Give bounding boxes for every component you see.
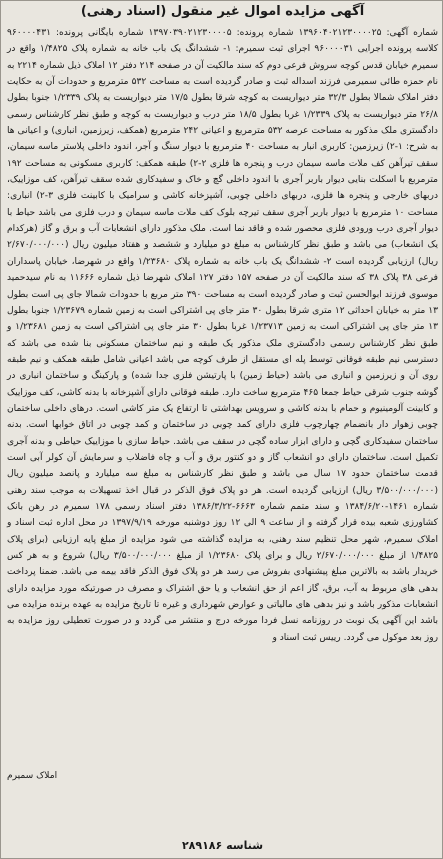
notice-body: شماره آگهی: ۱۳۹۶۰۴۰۲۱۲۳۰۰۰۰۲۵ شماره پرونده: ۱۳۹۷۰۳۹۰۲۱۲۳۰۰۰۰۵ شماره بایگانی پرونده: ۹۶۰۰۰۰۴۳۱ کلاسه پرونده اجرایی ۹۶۰۰۰۰۳۱ اجرای ثبت سمیرم: ۱- ششدانگ یک باب خانه به شماره پلاک ۱/۴۸۲۵ واقع در سمیرم خیابان قدس کوچه سروش فرعی دوم که سند مالکیت آن در صفحه ۲۱۴ دفتر ۱۲ املاک ذیل شماره ۲۲۱۴ به نام حمزه طائی سمیرمی فرزند اسداله ثبت و صادر گردیده است به مساحت ۵۳۲ مترمربع و حدودات آن به حکایت دفتر املاک شمالا بطول ۳۲/۳ متر دیواریست به کوچه شرقا بطول ۱۷/۵ متر دیواریست به پلاک ۱/۲۳۳۹ جنوبا بطول ۲۶/۸ متر دیواریست به پلاک ۱/۲۳۳۹ غربا بطول ۱۸/۵ متر درب و دیواریست به کوچه و طبق نظر کارشناس رسمی دادگستری ملک مذکور به مساحت عرصه ۵۳۲ مترمربع و اعیانی ۲۴۲ مترمربع (همکف، زیرزمین، انباری) و اعیانی ها به شرح: ۱-۲) زیرزمین: کاربری انبار به مساحت ۴۰ مترمربع با دیوار سنگ و آجر، اندود داخلی پلاستر ماسه سیمان، سقف تیرآهن کف ملات ماسه سیمان درب و پنجره ها فلزی ۲-۲) طبقه همکف: کاربری مسکونی به مساحت ۱۹۲ مترمربع با اسکلت بنایی دیوار باربر آجری با اندود داخلی گچ و خاک و سفیدکاری شده سقف تیرآهن، کف موزاییک، دربهای خارجی و پنجره ها فلزی، دربهای داخلی چوبی، آشپزخانه کاشی و سرامیک با کابینت فلزی ۳-۲) انباری: مساحت ۱۰ مترمربع با دیوار باربر آجری سقف تیرچه بلوک کف ملات ماسه سیمان و درب فلزی می باشد حیاط با دیوار آجری درب ورودی فلزی محصور شده و فاقد نما است. ملک مذکور دارای انشعابات آب و برق و گاز (هرکدام یک انشعاب) می باشد و طبق نظر کارشناس به مبلغ دو میلیارد و ششصد و هفتاد میلیون ریال (۲/۶۷۰/۰۰۰/۰۰۰ ریال) ارزیابی گردیده است ۲- ششدانگ یک باب خانه به شماره پلاک ۱/۲۳۶۸۰ واقع در شهرضا، خیابان پاسداران فرعی ۳۸ پلاک ۳۸ که سند مالکیت آن در صفحه ۱۵۷ دفتر ۱۲۷ املاک شهرضا ذیل شماره ۱۱۶۶۶ به نام سیدحمید موسوی فرزند ابوالحسن ثبت و صادر گردیده است به مساحت ۳۹۰ متر مربع با حدودات شمالا جای پی است بطول ۱۳ متر به خیابان احداثی ۱۲ متری شرقا بطول ۳۰ متر جای پی اشتراکی است به زمین شماره ۱/۲۳۶۷۹ جنوبا بطول ۱۳ متر جای پی اشتراکی است به زمین ۱/۲۳۷۱۳ غربا بطول ۳۰ متر جای پی اشتراکی است به زمین ۱/۲۳۶۸۱ و طبق نظر کارشناس رسمی دادگستری ملک مذکور یک طبقه و نیم ساختمان مسکونی بنا شده می باشد که دسترسی نیم طبقه فوقانی توسط پله ای مستقل از طرف کوچه می باشد اعیانی شامل طبقه همکف و نیم طبقه روی آن و زیرزمین و انباری می باشد (حیاط زمین) با پارتیشن فلزی جدا شده) و پارکینگ و ساختمان انباری در گوشه جنوب شرقی حیاط جمعا ۴۶۵ مترمربع ساخت دارد. طبقه فوقانی دارای آشپزخانه با بدنه کاشی، کف موزاییک و کابینت آلومینیوم و حمام با بدنه کاشی و سرویس بهداشتی تا ارتفاع یک متر کاشی است. درهای داخلی ساختمان چوبی زهوار دار بانضمام چهارچوب فلزی دارای کمد چوبی در ساختمان و کمد چوبی در اتاق خوابها است. بدنه ساختمان سفیدکاری گچی و دارای ابزار ساده گچی در سقف می باشد. حیاط سازی با موزاییک حیاطی و بدنه آجری تکمیل است. ساختمان دارای دو انشعاب گاز و دو کنتور برق و آب و چاه فاضلاب و سرمایش آن کولر آبی است قدمت ساختمان حدود ۱۷ سال می باشد و طبق نظر کارشناس به مبلغ سه میلیارد و پانصد میلیون ریال (۳/۵۰۰/۰۰۰/۰۰۰ ریال) ارزیابی گردیده است. هر دو پلاک فوق الذکر در قبال اخذ تسهیلات به موجب سند رهنی شماره ۱۴۶۱-۱۳۸۴/۶/۲۰ و سند متمم شماره ۶۶۶۳-۱۳۸۶/۳/۲۲ دفتر اسناد رسمی ۱۷۸ سمیرم در رهن بانک کشاورزی شعبه بیده قرار گرفته و از ساعت ۹ الی ۱۲ روز دوشنبه مورخه ۱۳۹۷/۹/۱۹ در محل اداره ثبت اسناد و املاک سمیرم، شهر محل تنظیم سند رهنی، به مزایده گذاشته می شود مزایده از مبلغ پایه ارزیابی (برای پلاک ۱/۴۸۲۵ از مبلغ ۲/۶۷۰/۰۰۰/۰۰۰ ریال و برای پلاک ۱/۲۳۶۸۰ از مبلغ ۳/۵۰۰/۰۰۰/۰۰۰ ریال) شروع و به هر کس خریدار باشد به بالاترین مبلغ پیشنهادی بفروش می رسد هر دو پلاک فوق الذکر فاقد بیمه می باشد. ضمنا پرداخت بدهی های مربوط به آب، برق، گاز اعم از حق انشعاب و یا حق اشتراک و مصرف در صورتیکه مورد مزایده دارای انشعابات مذکور باشد و نیز بدهی های مالیاتی و عوارض شهرداری و غیره تا تاریخ مزایده به عهده برنده مزایده می باشد این آگهی یک نوبت در روزنامه نسل فردا مورخه درج و منتشر می گردد و در صورت تعطیلی روز مزایده به روز بعد موکول می گردد. رییس ثبت اسناد و: [7, 28, 439, 643]
notice-id-number: ۲۸۹۱۸۶: [181, 839, 223, 852]
notice-id: [1, 839, 443, 852]
notice-id-label: شناسه: [226, 839, 264, 852]
notice-title: آگهی مزایده اموال غیر منقول (اسناد رهنی): [80, 4, 365, 19]
notice-signature: املاک سمیرم: [7, 771, 58, 781]
